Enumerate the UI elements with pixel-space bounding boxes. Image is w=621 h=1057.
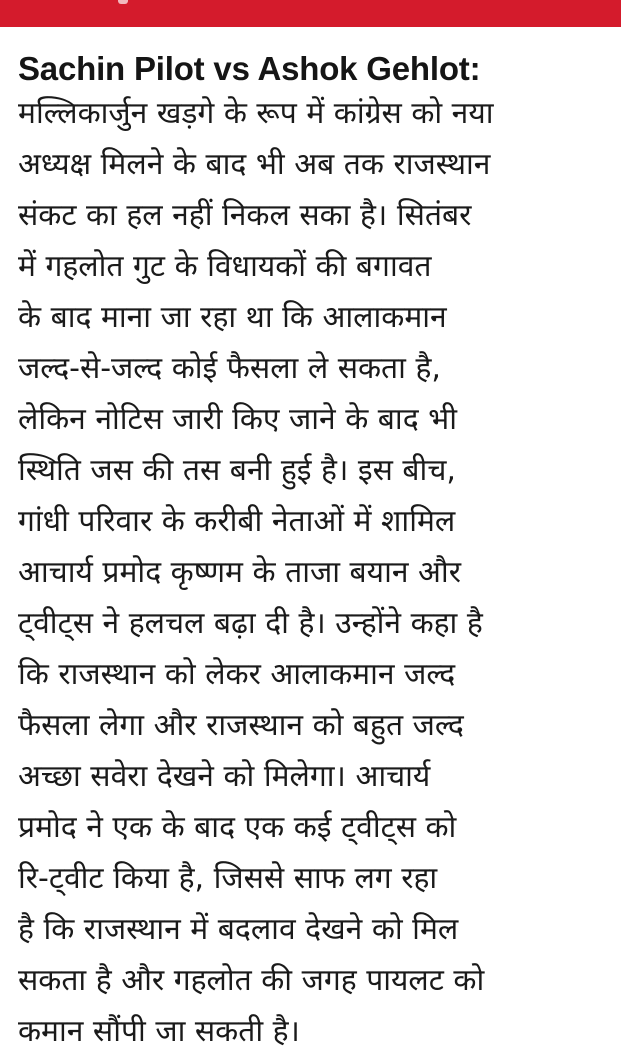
- top-bar-indicator: [118, 0, 128, 4]
- paragraph-line: संकट का हल नहीं निकल सका है। सितंबर: [18, 198, 472, 233]
- paragraph-line: स्थिति जस की तस बनी हुई है। इस बीच,: [18, 453, 456, 488]
- paragraph-line: लेकिन नोटिस जारी किए जाने के बाद भी: [18, 402, 458, 437]
- article-paragraph: [18, 88, 612, 1057]
- paragraph-line: प्रमोद ने एक के बाद एक कई ट्वीट्स को: [18, 810, 457, 845]
- paragraph-line: ट्वीट्स ने हलचल बढ़ा दी है। उन्होंने कहा है: [18, 606, 483, 641]
- paragraph-line: में गहलोत गुट के विधायकों की बगावत: [18, 249, 432, 284]
- paragraph-line: कि राजस्थान को लेकर आलाकमान जल्द: [18, 657, 456, 692]
- paragraph-line: अध्यक्ष मिलने के बाद भी अब तक राजस्थान: [18, 147, 491, 182]
- paragraph-line: कमान सौंपी जा सकती है।: [18, 1014, 300, 1049]
- paragraph-line: अच्छा सवेरा देखने को मिलेगा। आचार्य: [18, 759, 431, 794]
- paragraph-line: जल्द-से-जल्द कोई फैसला ले सकता है,: [18, 351, 441, 386]
- paragraph-line: गांधी परिवार के करीबी नेताओं में शामिल: [18, 504, 456, 539]
- paragraph-line: के बाद माना जा रहा था कि आलाकमान: [18, 300, 447, 335]
- paragraph-line: मल्लिकार्जुन खड़गे के रूप में कांग्रेस को नया: [18, 96, 494, 131]
- paragraph-line: आचार्य प्रमोद कृष्णम के ताजा बयान और: [18, 555, 461, 590]
- paragraph-line: रि-ट्वीट किया है, जिससे साफ लग रहा: [18, 861, 438, 896]
- article-body: [18, 50, 612, 1057]
- top-red-bar: [0, 0, 621, 27]
- paragraph-line: फैसला लेगा और राजस्थान को बहुत जल्द: [18, 708, 464, 743]
- article-lead-title: Sachin Pilot vs Ashok Gehlot:: [18, 50, 481, 87]
- paragraph-line: है कि राजस्थान में बदलाव देखने को मिल: [18, 912, 459, 947]
- paragraph-line: सकता है और गहलोत की जगह पायलट को: [18, 963, 485, 998]
